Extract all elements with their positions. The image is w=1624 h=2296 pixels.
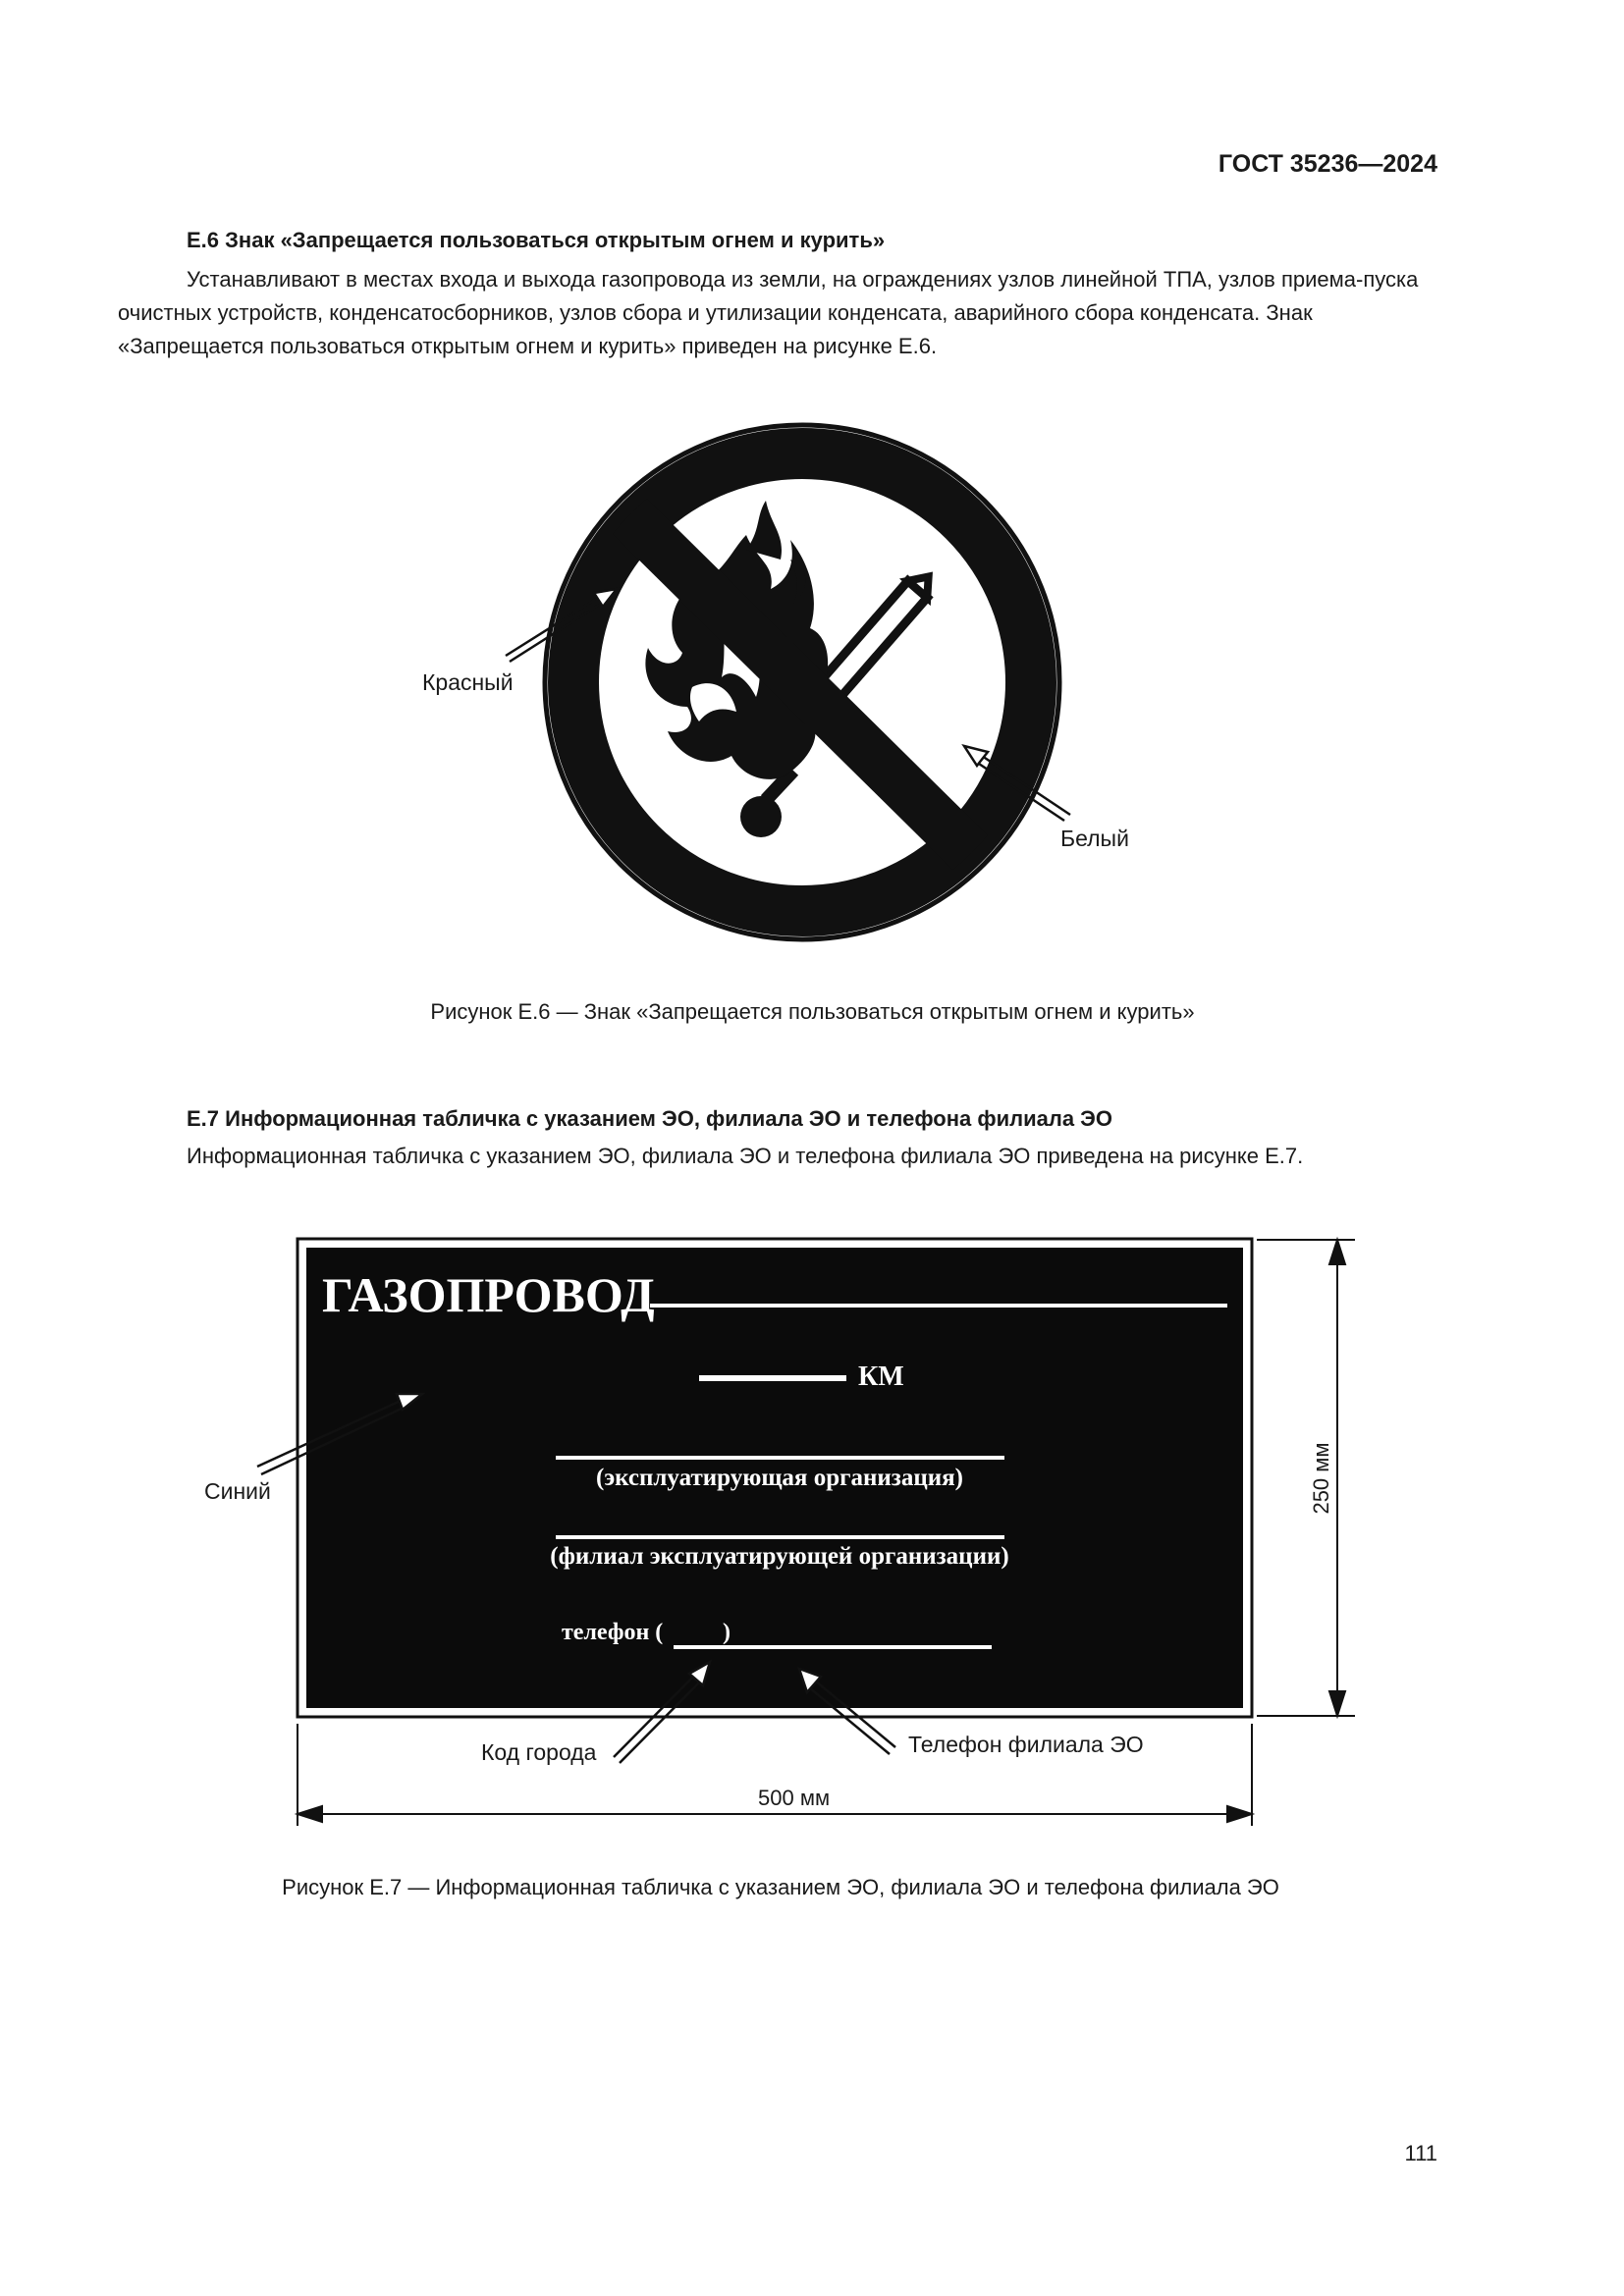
section-e7-heading: Е.7 Информационная табличка с указанием ЭО, филиала ЭО и телефона филиала ЭО bbox=[187, 1106, 1112, 1131]
plate-phone-close: ) bbox=[723, 1620, 731, 1645]
label-white: Белый bbox=[1060, 826, 1129, 851]
dimension-height-label: 250 мм bbox=[1309, 1442, 1333, 1515]
label-red: Красный bbox=[422, 669, 514, 695]
plate-branch-label: (филиал эксплуатирующей организации) bbox=[550, 1543, 1009, 1570]
plate-org-label: (эксплуатирующая организация) bbox=[596, 1465, 963, 1491]
info-plate-figure bbox=[0, 1178, 1624, 1865]
plate-phone-label: телефон ( bbox=[562, 1620, 664, 1645]
label-branch-phone: Телефон филиала ЭО bbox=[908, 1732, 1144, 1757]
figure-e7-caption: Рисунок Е.7 — Информационная табличка с указанием ЭО, филиала ЭО и телефона филиала ЭО bbox=[282, 1875, 1279, 1899]
figure-e6-caption: Рисунок Е.6 — Знак «Запрещается пользоваться открытым огнем и курить» bbox=[430, 999, 1195, 1024]
label-city-code: Код города bbox=[481, 1739, 597, 1765]
no-open-fire-sign-figure bbox=[0, 0, 1624, 1080]
standard-number: ГОСТ 35236—2024 bbox=[1218, 150, 1437, 178]
plate-title: ГАЗОПРОВОД bbox=[322, 1267, 655, 1322]
section-e6-paragraph: Устанавливают в местах входа и выхода газопровода из земли, на ограждениях узлов линейной ТПА, узлов приема-пуска очистных устройств, конденсатосборников, узлов сбора и утилизации конденсата, аварийного сбора конденсата. Знак «Запрещается пользоваться открытым огнем и курить» приведен на рисунке Е.6. bbox=[118, 267, 1419, 358]
dimension-width-label: 500 мм bbox=[758, 1786, 831, 1810]
height-dimension bbox=[1257, 1240, 1355, 1716]
label-blue: Синий bbox=[204, 1478, 271, 1504]
plate-km: КМ bbox=[858, 1362, 904, 1392]
section-e7-paragraph: Информационная табличка с указанием ЭО, филиала ЭО и телефона филиала ЭО приведена на рисунке Е.7. bbox=[187, 1144, 1304, 1168]
page-number: 111 bbox=[1404, 2141, 1437, 2165]
section-e6-heading: Е.6 Знак «Запрещается пользоваться открытым огнем и курить» bbox=[187, 228, 886, 252]
